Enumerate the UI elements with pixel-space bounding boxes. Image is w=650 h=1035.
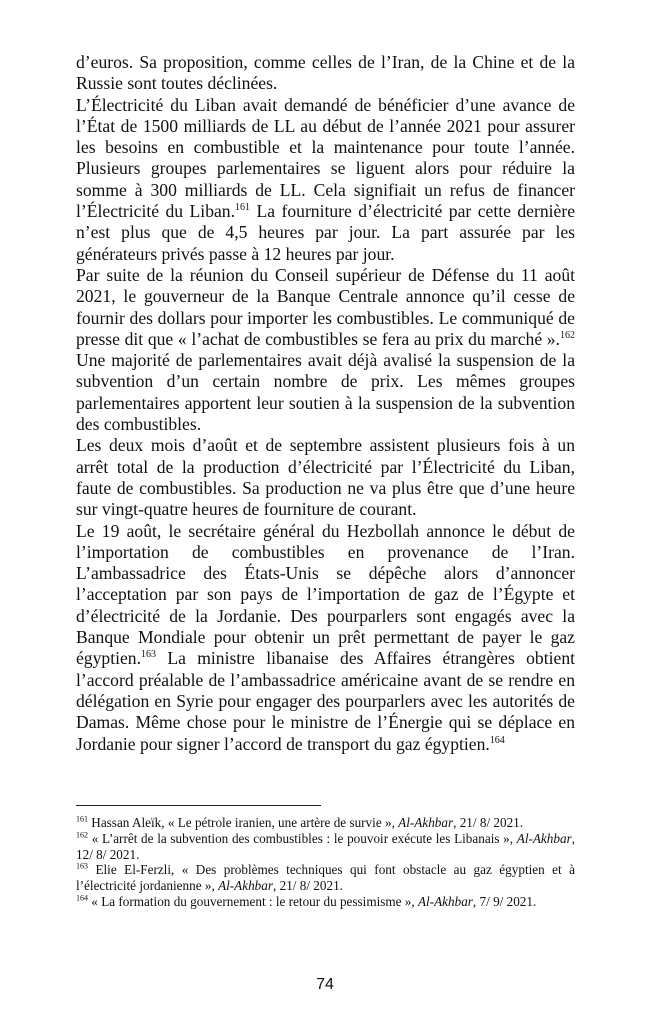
text-run: La fourniture d’électricité par cette dernière n’est plus que de 4,5 heures par jour. La part assurée par les générateurs privés passe à 12 heures par jour. bbox=[76, 201, 575, 264]
text-run: , 21/ 8/ 2021. bbox=[273, 878, 343, 894]
footnote-ref: 161 bbox=[235, 202, 250, 214]
text-run: Le 19 août, le secrétaire général du Hezbollah annonce le début de l’importation de combustibles en provenance de l’Iran. L’ambassadrice des États-Unis se dépêche alors d’annoncer l’acceptation par son pays de l’importation de gaz de l’Égypte et d’électricité de la Jordanie. Des pourparlers sont engagés avec la Banque Mondiale pour obtenir un prêt permettant de payer le gaz égyptien. bbox=[76, 520, 575, 669]
text-run: , 12/ 8/ 2021. bbox=[76, 830, 575, 862]
footnote bbox=[76, 831, 575, 863]
italic-text: Al-Akhbar bbox=[218, 878, 273, 894]
italic-text: Al-Akhbar bbox=[398, 815, 454, 830]
text-run: Hassan Aleïk, « Le pétrole iranien, une artère de survie », bbox=[88, 815, 399, 830]
paragraph bbox=[76, 95, 575, 265]
italic-text: Al-Akhbar bbox=[516, 830, 572, 846]
text-run: « L’arrêt de la subvention des combustibles : le pouvoir exécute les Libanais », bbox=[88, 830, 517, 846]
text-run: , 21/ 8/ 2021. bbox=[453, 815, 524, 830]
text-run: Par suite de la réunion du Conseil supérieur de Défense du 11 août 2021, le gouverneur de la Banque Centrale annonce qu’il cesse de fournir des dollars pour importer les combustibles. Le communiqué de presse dit que « l’achat de combustibles se fera au prix du marché ». bbox=[76, 264, 575, 349]
text-run: Les deux mois d’août et de septembre assistent plusieurs fois à un arrêt total de la production d’électricité par l’Électricité du Liban, faute de combustibles. Sa production ne va plus être que d’une heure sur vingt-quatre heures de fourniture de courant. bbox=[76, 435, 575, 520]
italic-text: Al-Akhbar bbox=[417, 893, 473, 909]
footnotes bbox=[76, 815, 575, 910]
footnote-ref: 161 bbox=[76, 814, 88, 824]
footnote-ref: 163 bbox=[76, 862, 88, 871]
text-run: Une majorité de parlementaires avait déjà avalisé la suspension de la subvention d’un certain nombre de prix. Les mêmes groupes parlementaires apportent leur soutien à la suspension de la subvention des combustibles. bbox=[76, 350, 575, 435]
text-run: Elie El-Ferzli, « Des problèmes techniques qui font obstacle au gaz égyptien et à l’électricité jordanienne », bbox=[76, 862, 575, 894]
footnote-ref: 164 bbox=[76, 893, 88, 903]
text-run: , 7/ 9/ 2021. bbox=[472, 893, 537, 909]
footnote-ref: 162 bbox=[76, 830, 88, 840]
text-run: « La formation du gouvernement : le retour du pessimisme », bbox=[88, 893, 418, 909]
main-text bbox=[76, 52, 575, 755]
text-run: L’Électricité du Liban avait demandé de bénéficier d’une avance de l’État de 1500 milliards de LL au début de l’année 2021 pour assurer les besoins en combustible et la maintenance pour toute l’année. Plusieurs groupes parlementaires se liguent alors pour réduire la somme à 300 milliards de LL. Cela signifiait un refus de financer l’Électricité du Liban. bbox=[76, 94, 575, 222]
text-run: d’euros. Sa proposition, comme celles de l’Iran, de la Chine et de la Russie sont toutes déclinées. bbox=[76, 52, 575, 94]
footnote-ref: 163 bbox=[140, 649, 156, 661]
paragraph bbox=[76, 435, 575, 520]
text-run: La ministre libanaise des Affaires étrangères obtient l’accord préalable de l’ambassadrice américaine avant de se rendre en délégation en Syrie pour engager des pourparlers avec les autorités de Damas. Même chose pour le ministre de l’Énergie qui se déplace en Jordanie pour signer l’accord de transport du gaz égyptien. bbox=[76, 648, 575, 754]
paragraph bbox=[76, 521, 575, 755]
footnote-ref: 164 bbox=[489, 734, 505, 746]
footnote bbox=[76, 894, 575, 910]
footnote-separator bbox=[76, 805, 321, 806]
page-number: 74 bbox=[316, 976, 334, 993]
footnote bbox=[76, 862, 575, 894]
paragraph bbox=[76, 265, 575, 435]
footnote bbox=[76, 815, 575, 831]
footnote-ref: 162 bbox=[560, 330, 575, 341]
paragraph bbox=[76, 52, 575, 95]
